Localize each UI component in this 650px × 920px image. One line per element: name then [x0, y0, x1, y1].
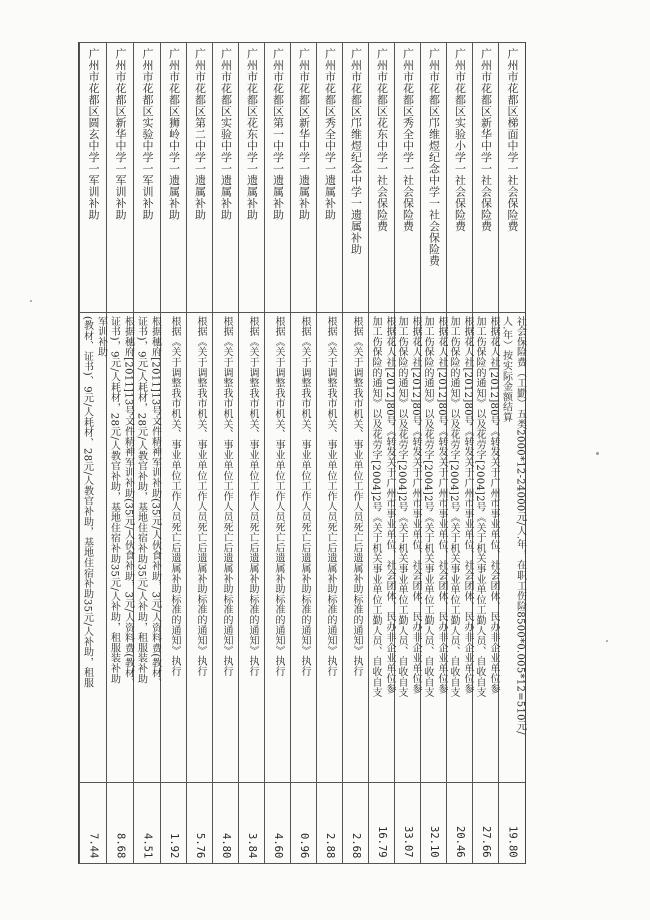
table-row — [290, 42, 317, 864]
amount-value: 2.68 — [350, 832, 362, 858]
item-name: 广州市花都区新华中学一军训补助 — [114, 48, 127, 221]
item-name-cell — [473, 42, 499, 312]
basis-cell — [187, 312, 213, 782]
basis-cell — [134, 312, 161, 782]
amount-value: 20.46 — [454, 826, 466, 858]
item-name: 广州市花都区圆玄中学一军训补助 — [87, 48, 100, 221]
item-name: 广州市花都区第二中学一遗属补助 — [193, 48, 207, 221]
amount-cell — [265, 782, 291, 864]
basis-line: 根据《关于调整我市机关、事业单位工作人员死亡后遗属补助标准的通知》执行 — [325, 316, 336, 677]
basis-cell — [499, 312, 526, 782]
item-name-cell — [134, 42, 161, 312]
amount-value: 4.60 — [272, 832, 284, 858]
item-name-cell — [187, 42, 213, 312]
item-name: 广州市花都区实验中学一遗属补助 — [219, 48, 233, 221]
amount-value: 2.88 — [324, 832, 336, 858]
item-name: 广州市花都区花东中学一遗属补助 — [245, 48, 259, 221]
amount-value: 4.51 — [141, 832, 154, 858]
basis-line: 加工伤保险的通知》以及花劳字[2004]2号《关于机关事业单位工勤人员、自收自支 — [396, 316, 407, 698]
item-name: 广州市花都区邝维煜纪念中学一遗属补助 — [349, 48, 363, 255]
basis-cell — [317, 312, 343, 782]
amount-value: 7.44 — [87, 832, 100, 858]
item-name: 广州市花都区实验小学一社会保险费 — [453, 48, 467, 232]
scan-speck — [30, 300, 32, 302]
amount-cell — [213, 782, 239, 864]
item-name-cell — [343, 42, 369, 312]
basis-line: 社会保险费（工勤）五类2000*12-24000元/人.年，在职工伤险8500*0.005*12=510元/ — [514, 316, 526, 735]
table-row — [446, 42, 473, 864]
basis-line: 人.年）按实际金额结算 — [500, 316, 512, 423]
amount-value: 27.66 — [480, 826, 492, 858]
table-row — [106, 42, 134, 864]
item-name-cell — [447, 42, 473, 312]
item-name-cell — [369, 42, 395, 312]
amount-value: 0.96 — [298, 832, 310, 858]
basis-line: 根据《关于调整我市机关、事业单位工作人员死亡后遗属补助标准的通知》执行 — [169, 316, 180, 677]
basis-cell — [239, 312, 265, 782]
table-row — [342, 42, 369, 864]
basis-line: 根据穗府[2011]13号文件精神军训补助(35元/人伙食补助，3元/人资料费(教材、 — [149, 316, 161, 689]
basis-line: 证书)，9元/人耗材，28元/人教官补助，基地住宿补助35元/人补助，租服装补助 — [135, 316, 147, 684]
amount-value: 16.79 — [376, 826, 388, 858]
basis-cell — [291, 312, 317, 782]
amount-value: 1.92 — [168, 832, 180, 858]
item-name: 广州市花都区狮岭中学一遗属补助 — [167, 48, 181, 221]
amount-cell — [80, 782, 107, 864]
basis-line: 根据《关于调整我市机关、事业单位工作人员死亡后遗属补助标准的通知》执行 — [195, 316, 206, 677]
basis-line: 根据花人社[2012]80号《转发关于广州市事业单位、社会团体、民办非企业单位参 — [488, 316, 499, 694]
budget-table — [78, 42, 526, 864]
table-row — [368, 42, 395, 864]
basis-cell — [369, 312, 395, 782]
table-row — [79, 42, 107, 864]
table-row — [238, 42, 265, 864]
scan-speck — [596, 452, 599, 455]
amount-value: 33.07 — [402, 826, 414, 858]
item-name: 广州市花都区新华中学一社会保险费 — [479, 48, 493, 232]
scan-speck — [606, 640, 608, 642]
item-name-cell — [317, 42, 343, 312]
table-row — [420, 42, 447, 864]
amount-cell — [473, 782, 499, 864]
basis-line: 根据《关于调整我市机关、事业单位工作人员死亡后遗属补助标准的通知》执行 — [273, 316, 284, 677]
table-row — [316, 42, 343, 864]
amount-value: 19.80 — [506, 826, 519, 858]
table-row — [212, 42, 239, 864]
item-name-cell — [107, 42, 134, 312]
basis-cell — [80, 312, 107, 782]
basis-line: 根据《关于调整我市机关、事业单位工作人员死亡后遗属补助标准的通知》执行 — [247, 316, 258, 677]
basis-line: 根据花人社[2012]80号《转发关于广州市事业单位、社会团体、民办非企业单位参 — [436, 316, 447, 694]
table-row — [498, 42, 526, 864]
amount-cell — [317, 782, 343, 864]
item-name: 广州市花都区秀全中学一社会保险费 — [401, 48, 415, 232]
basis-cell — [265, 312, 291, 782]
amount-value: 4.80 — [220, 832, 232, 858]
item-name: 广州市花都区新华中学一遗属补助 — [297, 48, 311, 221]
table-row — [186, 42, 213, 864]
basis-line: 加工伤保险的通知》以及花劳字[2004]2号《关于机关事业单位工勤人员、自收自支 — [370, 316, 381, 698]
basis-line: 根据《关于调整我市机关、事业单位工作人员死亡后遗属补助标准的通知》执行 — [299, 316, 310, 677]
basis-cell — [107, 312, 134, 782]
amount-value: 3.84 — [246, 832, 258, 858]
basis-line: 根据《关于调整我市机关、事业单位工作人员死亡后遗属补助标准的通知》执行 — [221, 316, 232, 677]
basis-cell — [161, 312, 187, 782]
basis-line: 根据《关于调整我市机关、事业单位工作人员死亡后遗属补助标准的通知》执行 — [351, 316, 362, 677]
amount-cell — [395, 782, 421, 864]
amount-cell — [291, 782, 317, 864]
item-name: 广州市花都区秀全中学一遗属补助 — [323, 48, 337, 221]
amount-cell — [369, 782, 395, 864]
basis-line: 加工伤保险的通知》以及花劳字[2004]2号《关于机关事业单位工勤人员、自收自支 — [474, 316, 485, 698]
amount-cell — [421, 782, 447, 864]
amount-cell — [499, 782, 526, 864]
item-name: 广州市花都区梯面中学一社会保险费 — [506, 48, 519, 232]
item-name: 广州市花都区邝维煜纪念中学一社会保险费 — [427, 48, 441, 267]
amount-value: 8.68 — [114, 832, 127, 858]
table-row — [472, 42, 499, 864]
basis-cell — [395, 312, 421, 782]
item-name-cell — [395, 42, 421, 312]
basis-cell — [343, 312, 369, 782]
basis-line: 根据花人社[2012]80号《转发关于广州市事业单位、社会团体、民办非企业单位参 — [384, 316, 395, 694]
amount-cell — [134, 782, 161, 864]
basis-line: 证书)，9元/人耗材，28元/人教官补助，基地住宿补助35元/人补助，租服装补助 — [108, 316, 120, 684]
amount-cell — [343, 782, 369, 864]
basis-cell — [473, 312, 499, 782]
item-name-cell — [239, 42, 265, 312]
basis-line: 根据花人社[2012]80号《转发关于广州市事业单位、社会团体、民办非企业单位参 — [462, 316, 473, 694]
item-name-cell — [80, 42, 107, 312]
amount-cell — [187, 782, 213, 864]
basis-line: 加工伤保险的通知》以及花劳字[2004]2号《关于机关事业单位工勤人员、自收自支 — [422, 316, 433, 698]
basis-cell — [213, 312, 239, 782]
amount-cell — [161, 782, 187, 864]
basis-line: 根据穗府[2011]13号文件精神军训补助(35元/人伙食补助，3元/人资料费(教材、 — [122, 316, 134, 689]
amount-cell — [107, 782, 134, 864]
item-name-cell — [161, 42, 187, 312]
basis-cell — [421, 312, 447, 782]
item-name-cell — [421, 42, 447, 312]
amount-cell — [239, 782, 265, 864]
amount-cell — [447, 782, 473, 864]
basis-line: 加工伤保险的通知》以及花劳字[2004]2号《关于机关事业单位工勤人员、自收自支 — [448, 316, 459, 698]
basis-cell — [447, 312, 473, 782]
item-name: 广州市花都区第一中学一遗属补助 — [271, 48, 285, 221]
table-row — [133, 42, 161, 864]
item-name: 广州市花都区实验中学一军训补助 — [141, 48, 154, 221]
basis-line: (教材、证书)、9元/人耗材、28元/人教官补助，基地住宿补助35元/人补助，租服 — [81, 316, 93, 689]
item-name-cell — [499, 42, 526, 312]
table-row — [264, 42, 291, 864]
amount-value: 32.10 — [428, 826, 440, 858]
basis-line: 根据花人社[2012]80号《转发关于广州市事业单位、社会团体、民办非企业单位参 — [410, 316, 421, 694]
amount-value: 5.76 — [194, 832, 206, 858]
item-name-cell — [213, 42, 239, 312]
table-row — [394, 42, 421, 864]
item-name-cell — [265, 42, 291, 312]
item-name: 广州市花都区花东中学一社会保险费 — [375, 48, 389, 232]
basis-line: 军训补助 — [95, 316, 107, 358]
item-name-cell — [291, 42, 317, 312]
table-row — [160, 42, 187, 864]
